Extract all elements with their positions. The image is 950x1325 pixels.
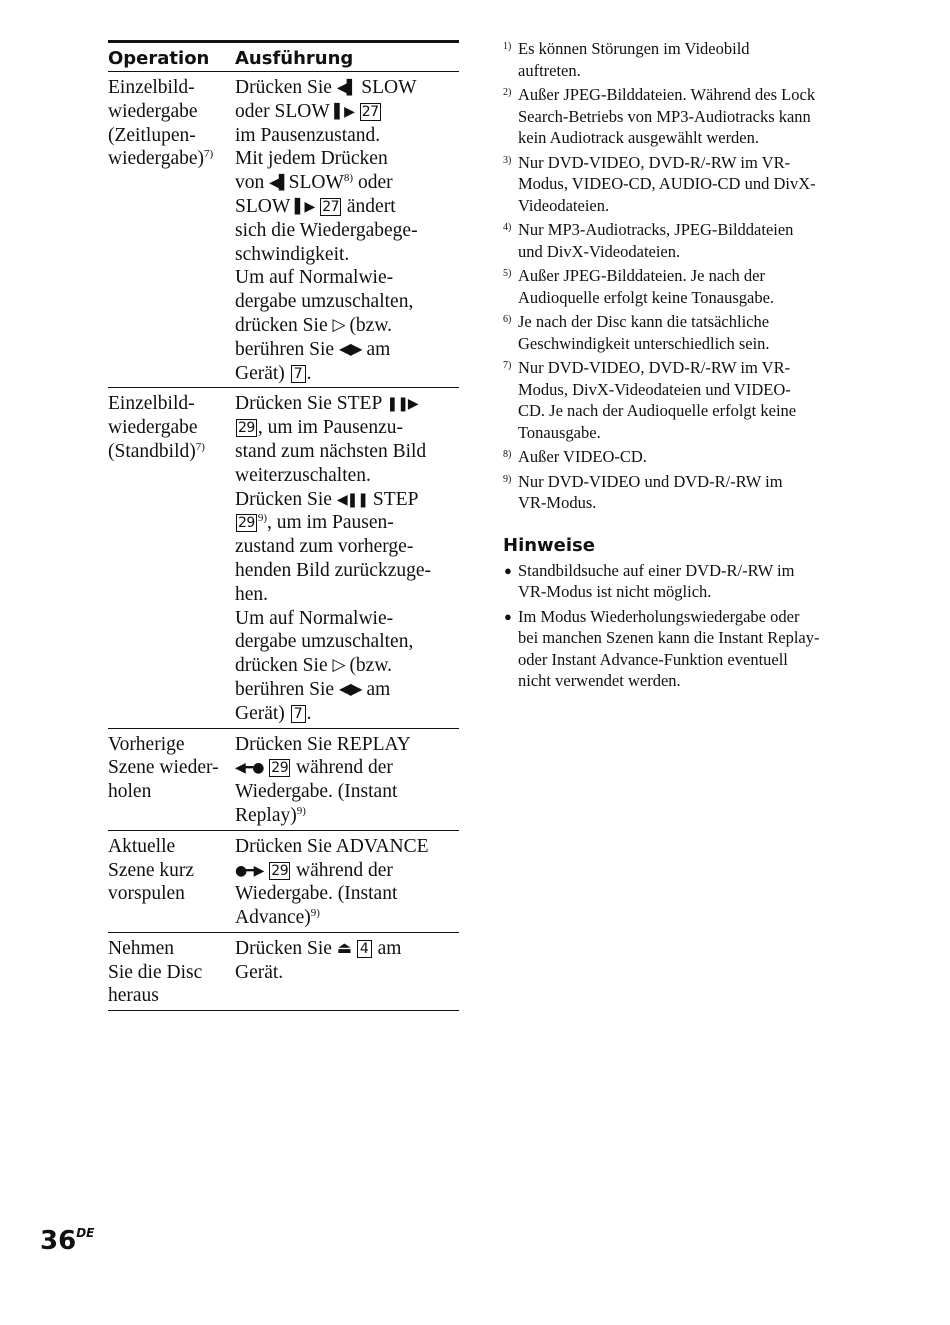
slow-forward-icon: ▌▶ [294,198,315,215]
note-text: VR-Modus ist nicht möglich. [518,582,712,601]
operation-text: Szene wieder- [108,757,219,779]
header-operation: Operation [108,42,235,72]
operations-table [108,40,459,1011]
footnote-item [503,311,863,354]
operation-cell [108,388,235,728]
operations-table-section [108,40,459,1011]
footnote-ref: 7) [195,440,205,453]
execution-text: (bzw. [349,655,393,677]
button-number-box: 4 [357,940,372,958]
execution-text: drücken Sie [235,314,328,336]
footnote-text: Nur MP3-Audiotracks, JPEG-Bilddateien [518,220,794,239]
page-number [40,1213,94,1261]
execution-text: oder [357,172,393,194]
execution-text: SLOW [288,172,344,194]
execution-text: henden Bild zurückzuge- [235,559,432,581]
execution-text: Wiedergabe. (Instant [235,883,398,905]
header-execution: Ausführung [235,42,459,72]
footnote-item [503,471,863,514]
operation-text: (Standbild) [108,440,196,462]
slow-reverse-icon: ◀▌ [269,175,289,192]
execution-text: . [306,702,312,724]
footnote-text: kein Audiotrack ausgewählt werden. [518,128,760,147]
table-row [108,388,459,728]
bullet-icon: ● [504,608,512,624]
note-text: bei manchen Szenen kann die Instant Replay- [518,628,820,647]
execution-text: , um im Pausen- [267,512,394,534]
operation-text: vorspulen [108,883,185,905]
footnote-list [503,38,863,514]
execution-text: von [235,172,265,194]
footnote-item [503,219,863,262]
eject-icon: ⏏ [336,937,351,957]
note-text: Im Modus Wiederholungswiedergabe oder [518,606,800,626]
footnote-text: Außer JPEG-Bilddateien. Je nach der [518,266,765,285]
touch-play-icon: ◀▶ [338,338,362,358]
execution-text: während der [296,859,393,881]
footnote-mark: 7) [503,360,512,371]
footnote-text: VR-Modus. [518,493,597,512]
page-language-code: DE [76,1226,95,1240]
footnote-mark: 2) [503,87,512,98]
operation-text: Nehmen [108,937,175,959]
button-number-box: 27 [361,103,379,120]
execution-text: Gerät. [235,961,284,983]
footnote-text: Je nach der Disc kann die tatsächliche [518,312,770,331]
operation-text: wiedergabe [108,100,198,122]
execution-text: Drücken Sie REPLAY [235,733,411,755]
advance-icon: ●━▶ [235,862,264,879]
slow-forward-icon: ▌▶ [334,103,354,120]
operation-text: Vorherige [108,733,185,755]
button-number-box: 7 [291,705,306,723]
footnote-ref: 9) [257,512,267,525]
operation-text: Einzelbild- [108,77,195,98]
execution-text: Um auf Normalwie- [235,607,394,629]
footnote-text: Nur DVD-VIDEO und DVD-R/-RW im [518,471,783,491]
footnote-item [503,84,863,149]
footnote-item [503,38,863,81]
execution-text: Drücken Sie [235,937,332,959]
execution-text: berühren Sie [235,678,335,700]
footnote-text: Audioquelle erfolgt keine Tonausgabe. [518,287,775,307]
execution-text: sich die Wiedergabege- [235,219,418,241]
footnote-mark: 8) [503,449,512,460]
operation-cell [108,830,235,932]
execution-text: Gerät) [235,702,285,724]
touch-play-icon: ◀▶ [338,678,362,698]
footnote-text: Nur DVD-VIDEO, DVD-R/-RW im VR- [518,358,791,377]
execution-text: SLOW [235,195,290,217]
operation-text: heraus [108,985,159,1007]
footnote-text: CD. Je nach der Audioquelle erfolgt keine [518,401,797,420]
operation-text: wiedergabe [108,417,198,439]
execution-text: (bzw. [349,314,393,336]
footnote-mark: 5) [503,268,512,279]
footnote-mark: 3) [503,154,512,166]
execution-text: Drücken Sie ADVANCE [235,835,429,857]
step-reverse-icon: ◀❚❚ [336,491,369,508]
execution-text: drücken Sie [235,655,328,677]
button-number-box: 29 [271,760,289,777]
note-text: Standbildsuche auf einer DVD-R/-RW im [518,560,795,580]
execution-text: ändert [346,195,396,217]
footnote-text: Außer JPEG-Bilddateien. Während des Lock [518,85,816,104]
notes-heading: Hinweise [503,534,595,556]
table-row [108,728,459,830]
execution-text: dergabe umzuschalten, [235,631,414,653]
operation-text: wiedergabe) [108,148,205,170]
execution-cell [235,72,459,388]
operation-text: (Zeitlupen- [108,124,196,146]
footnote-mark: 1) [503,41,512,52]
operation-text: Aktuelle [108,835,176,857]
execution-text: oder SLOW [235,100,330,122]
execution-text: während der [296,757,393,779]
footnote-item [503,357,863,443]
slow-reverse-icon: ◀▌ [336,80,357,96]
footnote-ref: 7) [204,148,214,161]
execution-text: weiterzuschalten. [235,464,371,486]
bullet-icon: ● [504,562,512,578]
execution-text: am [366,338,391,360]
execution-text: Um auf Normalwie- [235,267,394,289]
execution-cell [235,932,459,1010]
execution-text: , um im Pausenzu- [257,417,403,439]
table-row [108,830,459,932]
button-number-box: 27 [322,198,340,215]
execution-cell [235,388,459,728]
footnote-item [503,152,863,217]
note-text: oder Instant Advance-Funktion eventuell [518,649,788,669]
footnote-text: Search-Betriebs von MP3-Audiotracks kann [518,106,811,126]
footnote-text: auftreten. [518,60,581,80]
execution-text: STEP [372,488,419,510]
operation-text: Szene kurz [108,859,195,881]
execution-text: Advance) [235,907,311,929]
footnote-text: Außer VIDEO-CD. [518,447,647,466]
footnote-text: Videodateien. [518,195,610,215]
footnote-mark: 6) [503,314,512,325]
footnote-ref: 9) [296,804,306,817]
execution-text: Replay) [235,804,297,826]
operation-cell [108,72,235,388]
execution-text: Mit jedem Drücken [235,148,388,170]
execution-text: Wiedergabe. (Instant [235,781,398,803]
operation-cell [108,932,235,1010]
play-icon: ▷ [332,655,345,676]
operation-text: Einzelbild- [108,393,195,415]
notes-list [503,560,863,692]
footnote-text: Es können Störungen im Videobild [518,39,750,58]
footnotes-section [503,38,863,695]
footnote-ref: 9) [310,907,320,920]
operation-text: Sie die Disc [108,961,203,983]
button-number-box: 29 [238,420,255,437]
note-item [503,560,863,603]
note-text: nicht verwendet werden. [518,671,681,690]
execution-text: schwindigkeit. [235,243,350,265]
note-item [503,606,863,692]
button-number-box: 29 [271,862,289,879]
execution-text: Drücken Sie [235,488,332,510]
footnote-ref: 8) [343,172,354,185]
execution-text: SLOW [361,77,417,98]
footnote-item [503,265,863,308]
execution-text: im Pausenzustand. [235,124,381,146]
table-header-row [108,42,459,72]
execution-text: am [377,937,402,959]
execution-text: Drücken Sie [235,77,332,98]
execution-cell [235,728,459,830]
button-number-box: 7 [291,365,306,383]
footnote-item [503,446,863,468]
button-number-box: 29 [238,515,255,532]
execution-text: zustand zum vorherge- [235,536,414,558]
operation-text: holen [108,781,152,803]
execution-text: Drücken Sie STEP [235,393,382,415]
footnote-text: Geschwindigkeit unterschiedlich sein. [518,333,770,353]
table-row [108,72,459,388]
footnote-mark: 4) [503,222,512,233]
execution-text: berühren Sie [235,338,335,360]
execution-text: hen. [235,583,269,605]
execution-text: . [306,362,312,384]
footnote-text: Tonausgabe. [518,422,601,442]
replay-icon: ◀━● [235,760,264,777]
play-icon: ▷ [332,314,345,335]
page-number-value: 36 [40,1226,77,1256]
footnote-mark: 9) [503,473,512,485]
table-row [108,932,459,1010]
execution-text: stand zum nächsten Bild [235,440,427,462]
footnote-text: und DivX-Videodateien. [518,241,681,261]
step-forward-icon: ❚❚▶ [386,396,418,413]
execution-text: dergabe umzuschalten, [235,291,414,313]
footnote-text: Modus, DivX-Videodateien und VIDEO- [518,379,791,399]
execution-text: Gerät) [235,362,285,384]
footnote-text: Modus, VIDEO-CD, AUDIO-CD und DivX- [518,174,816,193]
execution-cell [235,830,459,932]
footnote-text: Nur DVD-VIDEO, DVD-R/-RW im VR- [518,152,791,172]
execution-text: am [366,678,391,700]
operation-cell [108,728,235,830]
